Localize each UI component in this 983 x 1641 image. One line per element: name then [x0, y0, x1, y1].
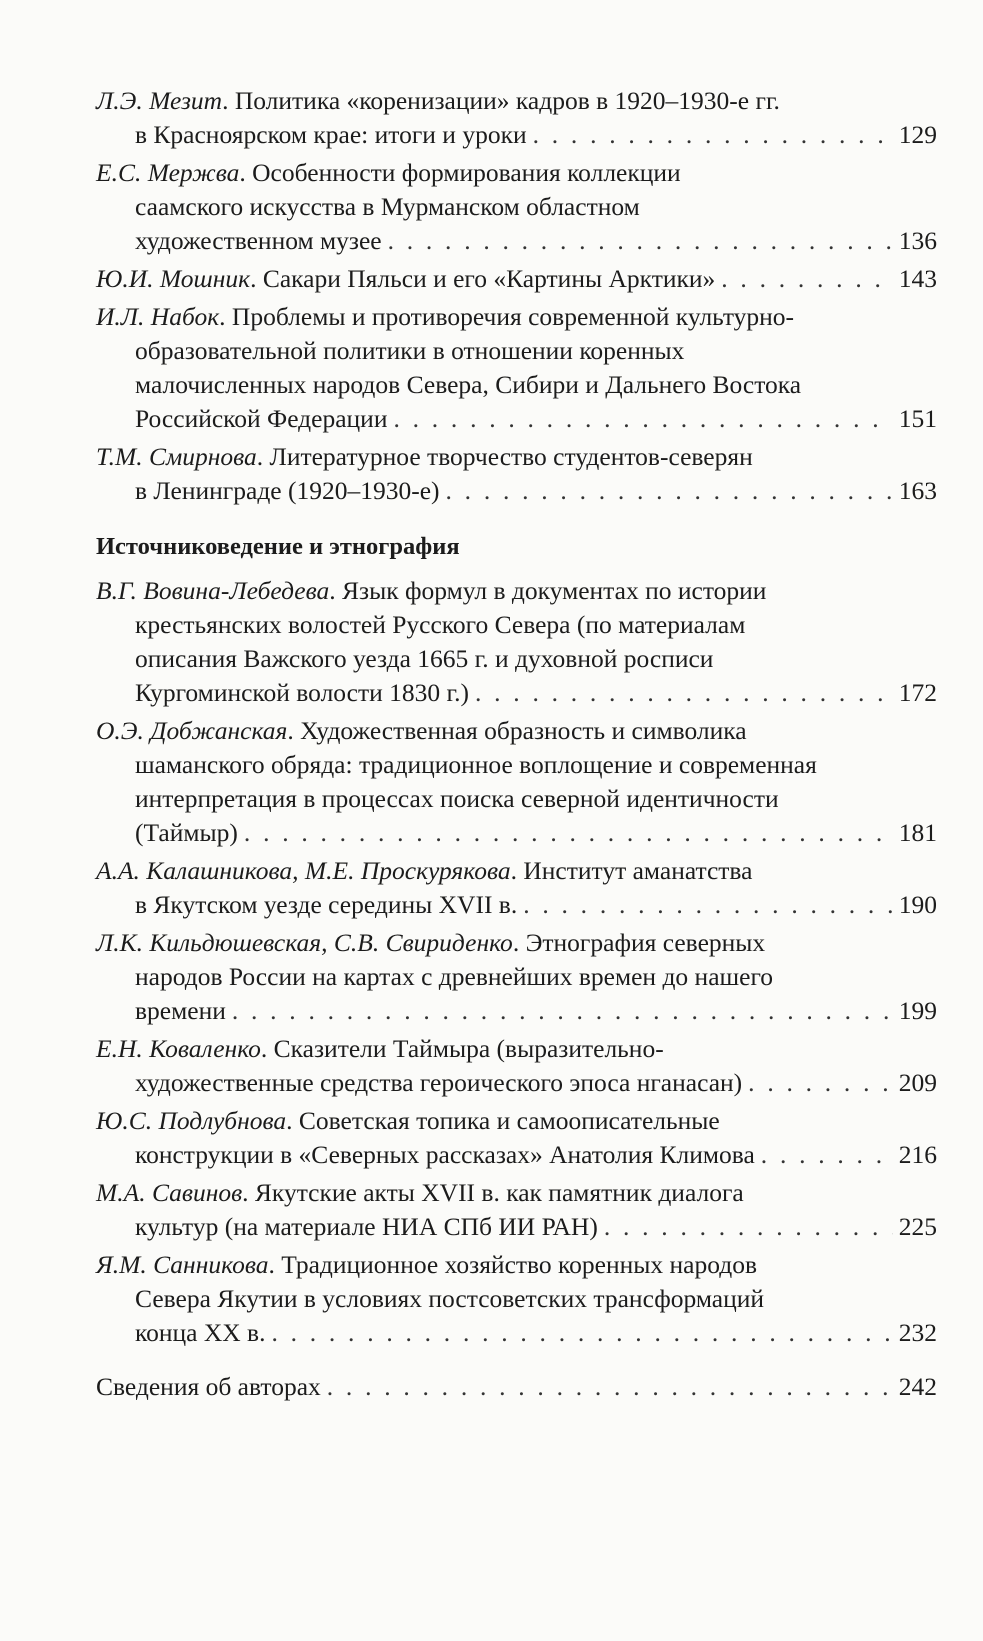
dot-leader [523, 888, 893, 922]
entry-author: Л.Э. Мезит [96, 86, 223, 115]
dot-leader [244, 816, 893, 850]
toc-entry: Ю.И. Мошник. Сакари Пяльси и его «Картины Арктики» . . . 143 [96, 262, 937, 296]
entry-title-line: в Якутском уезде середины XVII в. [135, 890, 518, 919]
final-entry-label: Сведения об авторах [96, 1372, 321, 1401]
toc-entry: Е.Н. Коваленко. Сказители Таймыра (выразительно- художественные средства героического эпоса нганасан) . . . 209 [96, 1032, 937, 1100]
dot-leader [475, 676, 893, 710]
entry-title-line: Язык формул в документах по истории [342, 576, 767, 605]
entry-title-line: Традиционное хозяйство коренных народов [281, 1250, 757, 1279]
dot-leader [761, 1138, 893, 1172]
entry-title-line: Художественная образность и символика [300, 716, 747, 745]
entry-page-number: 136 [898, 226, 937, 255]
toc-entry: О.Э. Добжанская. Художественная образность и символика шаманского обряда: традиционное воплощение и современная интерпретация в процессах поиска северной идентичности (Таймыр) . . . 181 [96, 714, 937, 850]
entry-page-number: 129 [898, 120, 937, 149]
entry-title-line: Советская топика и самоописательные [298, 1106, 720, 1135]
final-entry-page: 242 [898, 1372, 937, 1401]
entry-title-line: художественном музее [135, 226, 382, 255]
dot-leader [388, 224, 893, 258]
toc-entry: И.Л. Набок. Проблемы и противоречия современной культурно- образовательной политики в отношении коренных малочисленных народов Севера, Сибири и Дальнего Востока Российской Федерации . . . 151 [96, 300, 937, 436]
entry-title-line: образовательной политики в отношении коренных [135, 336, 685, 365]
entry-page-number: 209 [898, 1068, 937, 1097]
toc-entry: А.А. Калашникова, М.Е. Проскурякова. Институт аманатства в Якутском уезде середины XVII в. . . . 190 [96, 854, 937, 922]
entry-author: Я.М. Санникова [96, 1250, 269, 1279]
toc-entry: Ю.С. Подлубнова. Советская топика и самоописательные конструкции в «Северных рассказах» Анатолия Климова . . . 216 [96, 1104, 937, 1172]
dot-leader [327, 1370, 893, 1404]
entry-title-line: Институт аманатства [523, 856, 753, 885]
entry-author: М.А. Савинов [96, 1178, 243, 1207]
entry-page-number: 199 [898, 996, 937, 1025]
entry-author: Е.С. Мержва [96, 158, 240, 187]
entry-title-line: Сказители Таймыра (выразительно- [273, 1034, 664, 1063]
dot-leader [446, 474, 893, 508]
entry-title-line: Литературное творчество студентов-северян [269, 442, 753, 471]
toc-entry: М.А. Савинов. Якутские акты XVII в. как памятник диалога культур (на материале НИА СПб ИИ РАН) . . . 225 [96, 1176, 937, 1244]
dot-leader [232, 994, 893, 1028]
entry-title-line: Российской Федерации [135, 404, 388, 433]
dot-leader [533, 118, 893, 152]
entry-title-line: конструкции в «Северных рассказах» Анатолия Климова [135, 1140, 755, 1169]
entry-page-number: 172 [898, 678, 937, 707]
entry-title-line: Якутские акты XVII в. как памятник диалога [254, 1178, 744, 1207]
toc-entry: В.Г. Вовина-Лебедева. Язык формул в документах по истории крестьянских волостей Русского Севера (по материалам описания Важского уезда 1665 г. и духовной росписи Кургоминской волости 1830 г.) . . . 172 [96, 574, 937, 710]
dot-leader [271, 1316, 892, 1350]
entry-title-line: Этнография северных [525, 928, 766, 957]
entry-author: Ю.И. Мошник [96, 264, 251, 293]
entry-page-number: 225 [898, 1212, 937, 1241]
dot-leader [721, 262, 892, 296]
entry-title-line: Севера Якутии в условиях постсоветских трансформаций [135, 1284, 765, 1313]
entry-author: Е.Н. Коваленко [96, 1034, 261, 1063]
entry-title-line: шаманского обряда: традиционное воплощение и современная [135, 750, 817, 779]
entry-page-number: 163 [898, 476, 937, 505]
entry-author: Ю.С. Подлубнова [96, 1106, 287, 1135]
entry-author: Л.К. Кильдюшевская, С.В. Свириденко [96, 928, 513, 957]
entry-title-line: малочисленных народов Севера, Сибири и Дальнего Востока [135, 370, 802, 399]
entry-author: И.Л. Набок [96, 302, 220, 331]
entry-title-line: Сакари Пяльси и его «Картины Арктики» [262, 264, 716, 293]
toc-entry: Л.Э. Мезит. Политика «коренизации» кадров в 1920–1930-е гг. в Красноярском крае: итоги и уроки . . . 129 [96, 84, 937, 152]
toc-entry: Я.М. Санникова. Традиционное хозяйство коренных народов Севера Якутии в условиях постсоветских трансформаций конца XX в. . . . 232 [96, 1248, 937, 1350]
entry-title-line: в Ленинграде (1920–1930-е) [135, 476, 440, 505]
entry-page-number: 190 [898, 890, 937, 919]
toc-entry: Л.К. Кильдюшевская, С.В. Свириденко. Этнография северных народов России на картах с древнейших времен до нашего времени . . . 199 [96, 926, 937, 1028]
entry-title-line: крестьянских волостей Русского Севера (по материалам [135, 610, 746, 639]
entry-title-line: интерпретация в процессах поиска северной идентичности [135, 784, 779, 813]
dot-leader [748, 1066, 893, 1100]
entry-title-line: времени [135, 996, 226, 1025]
entry-page-number: 181 [898, 818, 937, 847]
entry-page-number: 151 [898, 404, 937, 433]
toc-entry: Т.М. Смирнова. Литературное творчество студентов-северян в Ленинграде (1920–1930-е) . . . 163 [96, 440, 937, 508]
entry-page-number: 143 [898, 264, 937, 293]
section-title: Источниковедение и этнография [96, 533, 460, 560]
toc-final-entry [96, 1370, 937, 1404]
entry-title-line: конца XX в. [135, 1318, 266, 1347]
entry-title-line: (Таймыр) [135, 818, 238, 847]
entry-title-line: Проблемы и противоречия современной культурно- [231, 302, 795, 331]
entry-page-number: 232 [898, 1318, 937, 1347]
entry-title-line: художественные средства героического эпоса нганасан) [135, 1068, 743, 1097]
toc-entry: Е.С. Мержва. Особенности формирования коллекции саамского искусства в Мурманском областном художественном музее . . . 136 [96, 156, 937, 258]
entry-title-line: в Красноярском крае: итоги и уроки [135, 120, 527, 149]
entry-title-line: Кургоминской волости 1830 г.) [135, 678, 469, 707]
dot-leader [604, 1210, 893, 1244]
entry-title-line: народов России на картах с древнейших времен до нашего [135, 962, 774, 991]
entry-title-line: Политика «коренизации» кадров в 1920–1930-е гг. [234, 86, 780, 115]
table-of-contents [96, 84, 937, 1350]
dot-leader [393, 402, 892, 436]
entry-page-number: 216 [898, 1140, 937, 1169]
entry-author: Т.М. Смирнова [96, 442, 257, 471]
entry-title-line: описания Важского уезда 1665 г. и духовной росписи [135, 644, 714, 673]
entry-author: А.А. Калашникова, М.Е. Проскурякова [96, 856, 511, 885]
entry-title-line: Особенности формирования коллекции [252, 158, 681, 187]
entry-title-line: саамского искусства в Мурманском областном [135, 192, 640, 221]
entry-title-line: культур (на материале НИА СПб ИИ РАН) [135, 1212, 598, 1241]
entry-author: В.Г. Вовина-Лебедева [96, 576, 330, 605]
entry-author: О.Э. Добжанская [96, 716, 288, 745]
